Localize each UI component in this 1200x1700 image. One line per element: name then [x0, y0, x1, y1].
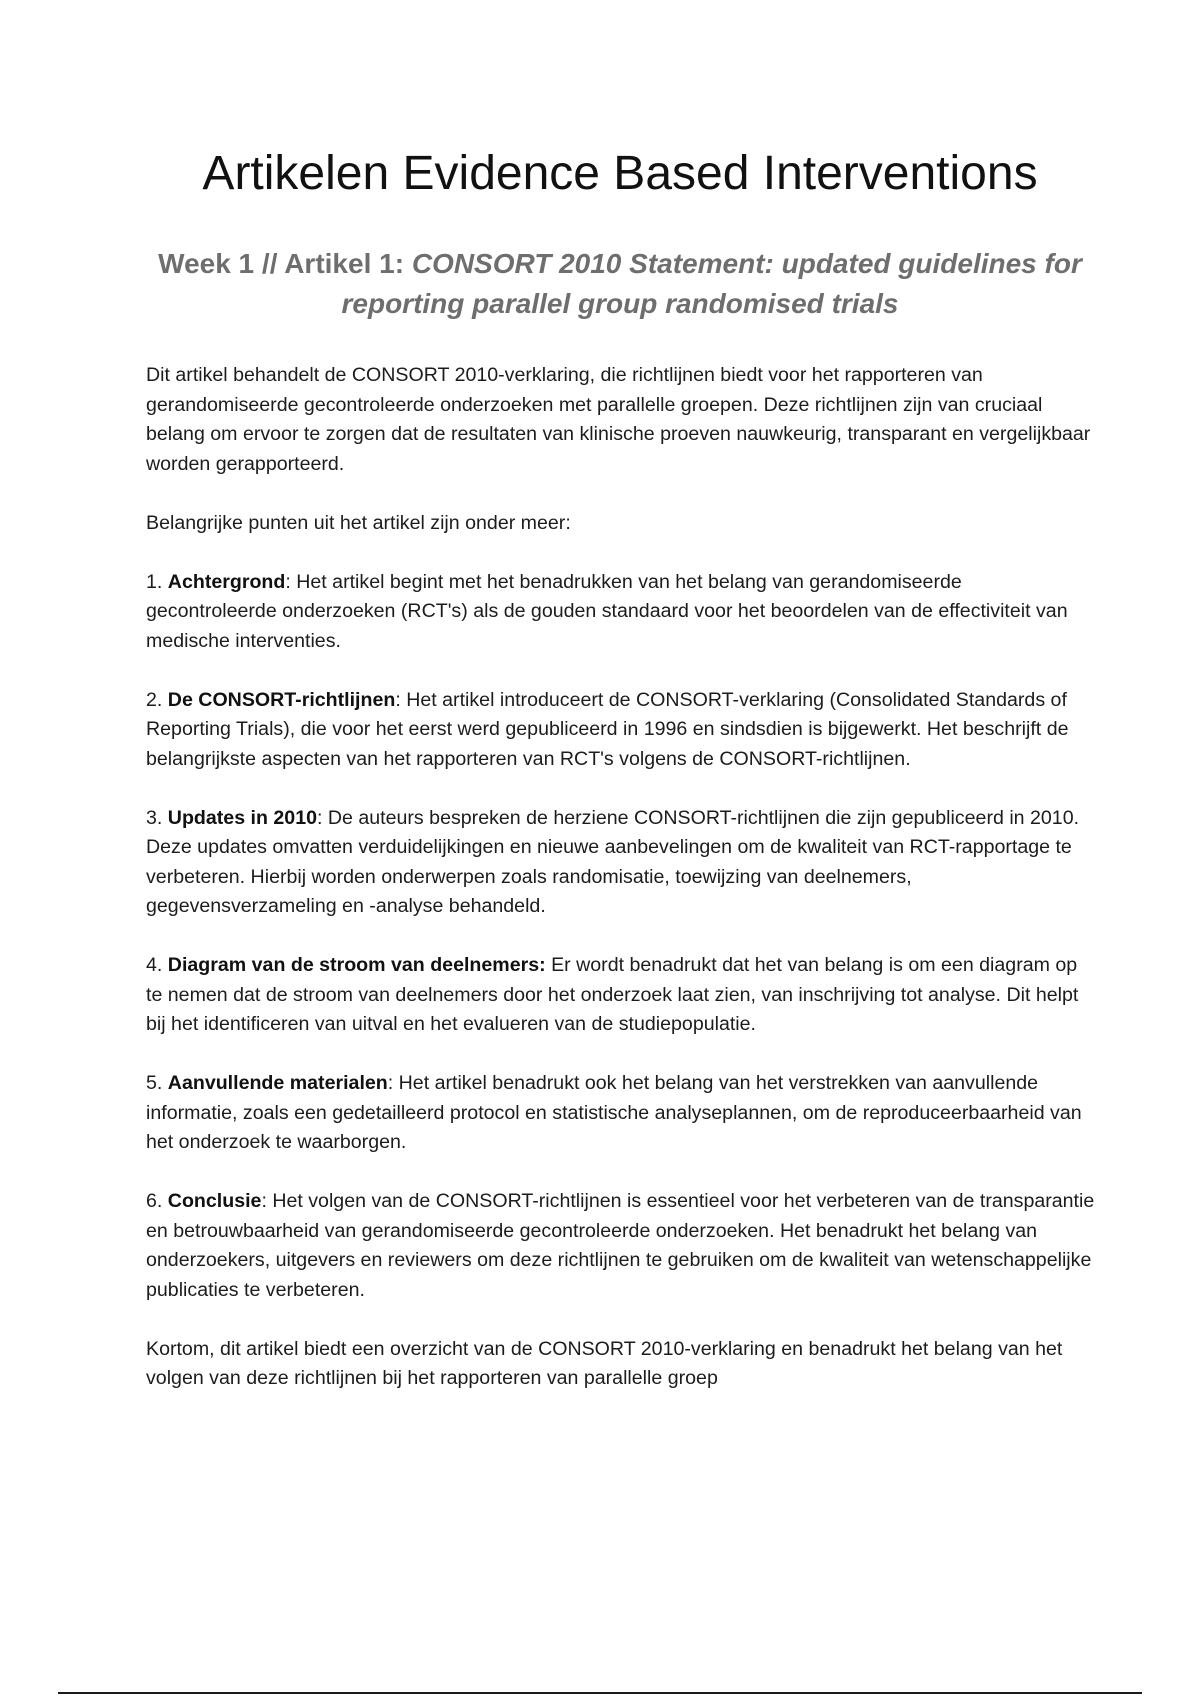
point-text: : Het artikel introduceert de CONSORT-verklaring (Consolidated Standards of Reporting Trials), die voor het eerst werd gepubliceerd in 1996 en sindsdien is bijgewerkt. Het beschrijft de belangrijkste aspecten van het rapporteren van RCT's volgens de CONSORT-richtlijnen. [146, 688, 1069, 770]
intro-paragraph: Dit artikel behandelt de CONSORT 2010-verklaring, die richtlijnen biedt voor het rapporteren van gerandomiseerde gecontroleerde onderzoeken met parallelle groepen. Deze richtlijnen zijn van cruciaal belang om ervoor te zorgen dat de resultaten van klinische proeven nauwkeurig, transparant en vergelijkbaar worden gerapporteerd. [146, 364, 1091, 475]
point-3 [146, 804, 1096, 922]
subtitle-article-title: CONSORT 2010 Statement: updated guidelines for reporting parallel group randomised trials [341, 248, 1082, 319]
point-number: 3. [146, 806, 168, 829]
point-number: 1. [146, 570, 168, 593]
point-text: Er wordt benadrukt dat het van belang is om een diagram op te nemen dat de stroom van deelnemers door het onderzoek laat zien, van inschrijving tot analyse. Dit helpt bij het identificeren van uitval en het evalueren van de studiepopulatie. [146, 954, 1079, 1035]
subtitle-prefix: Week 1 // Artikel 1: [158, 248, 412, 279]
footer-divider [58, 1692, 1142, 1694]
point-text: : Het volgen van de CONSORT-richtlijnen is essentieel voor het verbeteren van de transparantie en betrouwbaarheid van gerandomiseerde gecontroleerde onderzoeken. Het benadrukt het belang van onderzoekers, uitgevers en reviewers om deze richtlijnen te gebruiken om de kwaliteit van wetenschappelijke publicaties te verbeteren. [146, 1190, 1095, 1301]
point-number: 5. [146, 1072, 168, 1094]
point-number: 4. [146, 954, 168, 976]
document-title: Artikelen Evidence Based Interventions [202, 147, 1038, 200]
point-1 [146, 568, 1096, 657]
point-2 [146, 686, 1096, 775]
closing-paragraph: Kortom, dit artikel biedt een overzicht van de CONSORT 2010-verklaring en benadrukt het belang van het volgen van deze richtlijnen bij het rapporteren van parallelle groep [146, 1337, 1063, 1389]
point-heading: Updates in 2010 [167, 806, 317, 829]
point-heading: De CONSORT-richtlijnen [167, 688, 396, 711]
point-5 [146, 1069, 1096, 1158]
point-text: : Het artikel begint met het benadrukken van het belang van gerandomiseerde gecontroleerde onderzoeken (RCT's) als de gouden standaard voor het beoordelen van de effectiviteit van medische interventies. [146, 570, 1068, 652]
document-subtitle [150, 244, 1090, 324]
point-6 [146, 1187, 1096, 1305]
point-heading: Conclusie [167, 1190, 262, 1212]
point-4 [146, 951, 1096, 1040]
point-text: : Het artikel benadrukt ook het belang van het verstrekken van aanvullende informatie, zoals een gedetailleerd protocol en statistische analyseplannen, om de reproduceerbaarheid van het onderzoek te waarborgen. [146, 1072, 1082, 1153]
document-body [146, 361, 1096, 1423]
point-heading: Achtergrond [167, 570, 286, 593]
point-heading: Diagram van de stroom van deelnemers: [167, 954, 546, 976]
point-number: 2. [146, 688, 168, 711]
point-text: : De auteurs bespreken de herziene CONSORT-richtlijnen die zijn gepubliceerd in 2010. Deze updates omvatten verduidelijkingen en nieuwe aanbevelingen om de kwaliteit van RCT-rapportage te verbeteren. Hierbij worden onderwerpen zoals randomisatie, toewijzing van deelnemers, gegevensverzameling en -analyse behandeld. [146, 806, 1080, 917]
point-heading: Aanvullende materialen [167, 1072, 388, 1094]
lead-in-paragraph: Belangrijke punten uit het artikel zijn onder meer: [146, 511, 571, 534]
point-number: 6. [146, 1190, 168, 1212]
